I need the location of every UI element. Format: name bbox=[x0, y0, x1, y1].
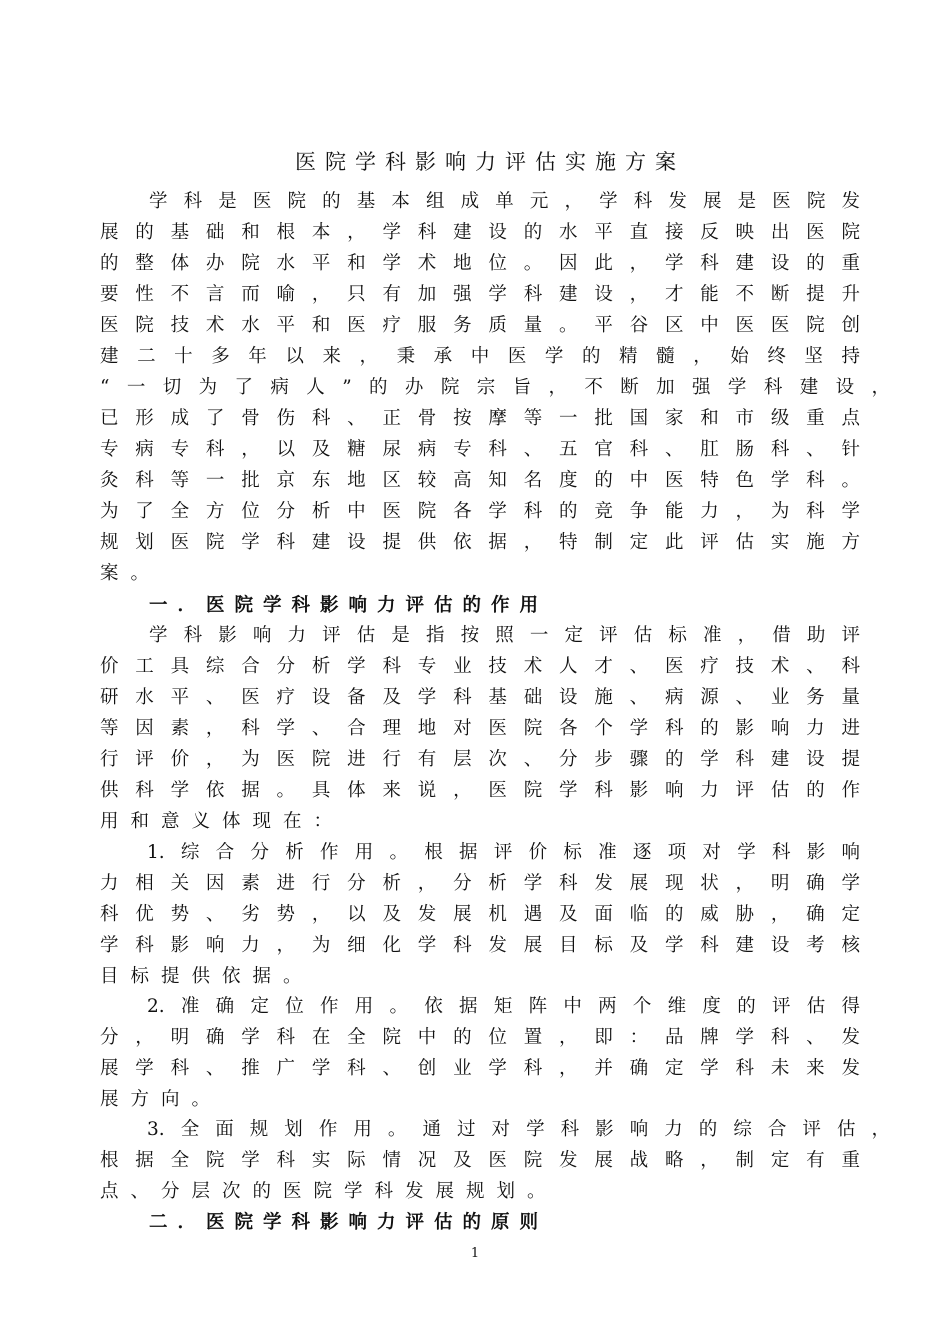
section1-line: 用和意义体现在： bbox=[100, 811, 345, 832]
item1-line: 目标提供依据。 bbox=[100, 966, 314, 987]
item1-line: 力相关因素进行分析，分析学科发展现状，明确学 bbox=[100, 873, 860, 894]
section1-line: 学科影响力评估是指按照一定评估标准，借助评 bbox=[149, 625, 860, 646]
section1-line: 行评价，为医院进行有层次、分步骤的学科建设提 bbox=[100, 749, 860, 770]
item3-line: 根据全院学科实际情况及医院发展战略，制定有重 bbox=[100, 1150, 860, 1171]
item2-line: 展学科、推广学科、创业学科，并确定学科未来发 bbox=[100, 1058, 860, 1079]
item1-line: 学科影响力，为细化学科发展目标及学科建设考核 bbox=[100, 935, 860, 956]
page-number: 1 bbox=[470, 1246, 480, 1261]
intro-line: 建二十多年以来，秉承中医学的精髓，始终坚持 bbox=[100, 346, 860, 367]
document-title: 医院学科影响力评估实施方案 bbox=[295, 150, 685, 174]
section1-line: 研水平、医疗设备及学科基础设施、病源、业务量 bbox=[100, 687, 860, 708]
intro-line: 案。 bbox=[100, 563, 162, 584]
intro-line: 学科是医院的基本组成单元，学科发展是医院发 bbox=[149, 191, 860, 212]
intro-line: 要性不言而喻，只有加强学科建设，才能不断提升 bbox=[100, 284, 860, 305]
intro-line: “一切为了病人”的办院宗旨，不断加强学科建设， bbox=[100, 377, 890, 398]
item2-line: 分，明确学科在全院中的位置，即：品牌学科、发 bbox=[100, 1027, 860, 1048]
intro-line: 已形成了骨伤科、正骨按摩等一批国家和市级重点 bbox=[100, 408, 860, 429]
item1-line: 1.综合分析作用。根据评价标准逐项对学科影响 bbox=[147, 842, 860, 863]
item3-line: 点、分层次的医院学科发展规划。 bbox=[100, 1181, 558, 1202]
item2-line: 2.准确定位作用。依据矩阵中两个维度的评估得 bbox=[147, 996, 860, 1017]
section1-line: 价工具综合分析学科专业技术人才、医疗技术、科 bbox=[100, 656, 860, 677]
section-heading: 二．医院学科影响力评估的原则 bbox=[149, 1212, 549, 1233]
section1-line: 供科学依据。具体来说，医院学科影响力评估的作 bbox=[100, 780, 860, 801]
intro-line: 专病专科，以及糖尿病专科、五官科、肛肠科、针 bbox=[100, 439, 860, 460]
section-heading: 一．医院学科影响力评估的作用 bbox=[149, 595, 549, 616]
intro-line: 展的基础和根本，学科建设的水平直接反映出医院 bbox=[100, 222, 860, 243]
intro-line: 的整体办院水平和学术地位。因此，学科建设的重 bbox=[100, 253, 860, 274]
item2-line: 展方向。 bbox=[100, 1089, 223, 1110]
intro-line: 规划医院学科建设提供依据，特制定此评估实施方 bbox=[100, 532, 860, 553]
section1-line: 等因素，科学、合理地对医院各个学科的影响力进 bbox=[100, 718, 860, 739]
intro-line: 医院技术水平和医疗服务质量。平谷区中医医院创 bbox=[100, 315, 860, 336]
intro-line: 灸科等一批京东地区较高知名度的中医特色学科。 bbox=[100, 470, 860, 491]
intro-line: 为了全方位分析中医院各学科的竞争能力，为科学 bbox=[100, 501, 860, 522]
item3-line: 3.全面规划作用。通过对学科影响力的综合评估， bbox=[147, 1119, 890, 1140]
item1-line: 科优势、劣势，以及发展机遇及面临的威胁，确定 bbox=[100, 904, 860, 925]
